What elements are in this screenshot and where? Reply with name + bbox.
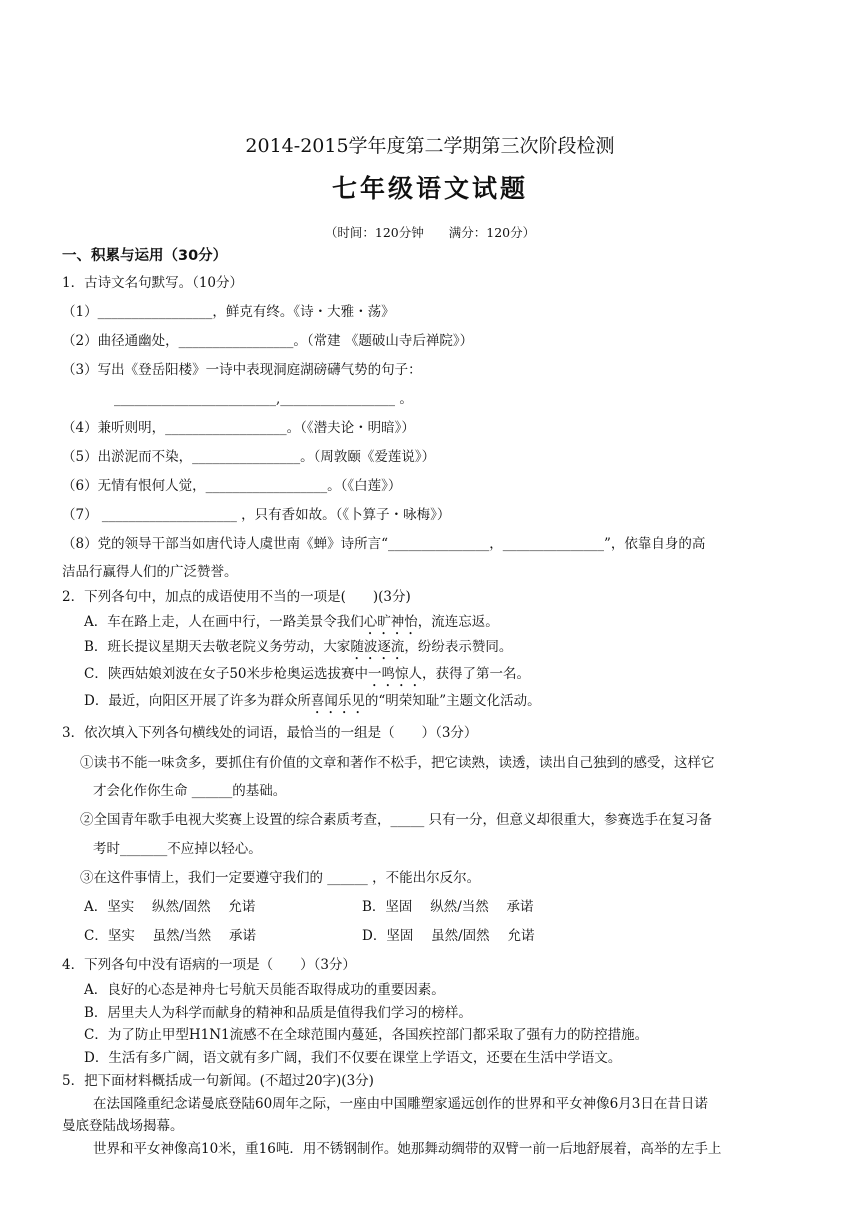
section-heading: 一、积累与运用（30分） bbox=[62, 248, 228, 264]
question-4-option-a: A．良好的心态是神舟七号航天员能否取得成功的重要因素。 bbox=[84, 982, 445, 998]
question-2-stem: 2．下列各句中，加点的成语使用不当的一项是( )(3分) bbox=[62, 589, 411, 605]
question-3-option-c: C．坚实 虽然/当然 承诺 bbox=[84, 928, 256, 944]
question-5-stem: 5．把下面材料概括成一句新闻。(不超过20字)(3分) bbox=[62, 1073, 374, 1089]
question-3-option-b: B．坚固 纵然/当然 承诺 bbox=[362, 899, 534, 915]
question-3-sentence-3: ③在这件事情上，我们一定要遵守我们的 ______ ，不能出尔反尔。 bbox=[80, 870, 481, 886]
question-3-sentence-2: ②全国青年歌手电视大奖赛上设置的综合素质考查，_____ 只有一分，但意义却很重大，参赛选手在复习备 bbox=[80, 812, 713, 828]
dotted-idiom: 随波逐流 bbox=[350, 639, 405, 655]
question-3-option-a: A．坚实 纵然/固然 允诺 bbox=[84, 899, 256, 915]
question-3-sentence-2-cont: 考时_______不应掉以轻心。 bbox=[93, 841, 262, 857]
question-5-paragraph-2: 世界和平女神像高10米，重16吨．用不锈钢制作。她那舞动绸带的双臂一前一后地舒展着，高举的左手上 bbox=[93, 1141, 722, 1157]
exam-title: 七年级语文试题 bbox=[331, 174, 528, 203]
dotted-idiom: 喜闻乐见 bbox=[310, 693, 365, 709]
question-1-item-3-blanks: ________________________,_________________ 。 bbox=[114, 391, 413, 407]
question-1-stem: 1．古诗文名句默写。（10分） bbox=[62, 275, 244, 291]
question-3-option-d: D．坚固 虽然/固然 允诺 bbox=[362, 928, 535, 944]
question-1-item-8: （8）党的领导干部当如唐代诗人虞世南《蝉》诗所言“_______________，_______________”，依靠自身的高 bbox=[62, 536, 706, 552]
question-5-paragraph-1: 在法国隆重纪念诺曼底登陆60周年之际，一座由中国雕塑家遥远创作的世界和平女神像6月3日在昔日诺 bbox=[93, 1096, 708, 1112]
exam-time-score: （时间：120分钟 满分：120分） bbox=[324, 225, 536, 240]
question-1-item-3: （3）写出《登岳阳楼》一诗中表现洞庭湖磅礴气势的句子： bbox=[62, 362, 422, 378]
question-5-paragraph-1-cont: 曼底登陆战场揭幕。 bbox=[62, 1118, 184, 1134]
question-3-sentence-1: ①读书不能一味贪多，要抓住有价值的文章和著作不松手，把它读熟，读透，读出自己独到的感受，这样它 bbox=[80, 755, 715, 771]
question-3-sentence-1-cont: 才会化作你生命 ______的基础。 bbox=[93, 783, 287, 799]
question-3-stem: 3．依次填入下列各句横线处的词语，最恰当的一组是（ ）（3分） bbox=[62, 725, 478, 741]
question-1-item-4: （4）兼听则明，__________________。（《潜夫论・明暗》） bbox=[62, 420, 415, 436]
exam-year-title: 2014-2015学年度第二学期第三次阶段检测 bbox=[245, 135, 615, 157]
question-4-option-b: B．居里夫人为科学而献身的精神和品质是值得我们学习的榜样。 bbox=[84, 1005, 472, 1021]
dotted-idiom: 一鸣惊人 bbox=[368, 666, 423, 682]
question-1-item-7: （7） ____________________ ，只有香如故。（《卜算子・咏梅》） bbox=[62, 507, 451, 523]
question-1-item-8-cont: 洁品行赢得人们的广泛赞誉。 bbox=[62, 564, 238, 580]
question-2-option-b: B．班长提议星期天去敬老院义务劳动，大家随波逐流，纷纷表示赞同。 bbox=[84, 639, 513, 655]
question-4-option-c: C．为了防止甲型H1N1流感不在全球范围内蔓延，各国疾控部门都采取了强有力的防控措施。 bbox=[84, 1027, 649, 1043]
question-1-item-6: （6）无情有恨何人觉，__________________。（《白莲》） bbox=[62, 478, 402, 494]
question-2-option-d: D．最近，向阳区开展了许多为群众所喜闻乐见的“明荣知耻”主题文化活动。 bbox=[84, 693, 541, 709]
question-1-item-2: （2）曲径通幽处，_________________。（常建 《题破山寺后禅院》） bbox=[62, 333, 474, 349]
question-1-item-1: （1）_________________，鲜克有终。《诗・大雅・荡》 bbox=[62, 304, 395, 320]
question-4-option-d: D．生活有多广阔，语文就有多广阔，我们不仅要在课堂上学语文，还要在生活中学语文。 bbox=[84, 1050, 622, 1066]
question-2-option-a: A．车在路上走，人在画中行，一路美景令我们心旷神怡，流连忘返。 bbox=[84, 614, 499, 630]
question-4-stem: 4．下列各句中没有语病的一项是（ ）（3分） bbox=[62, 957, 356, 973]
question-2-option-c: C．陕西姑娘刘波在女子50米步枪奥运选拔赛中一鸣惊人，获得了第一名。 bbox=[84, 666, 531, 682]
dotted-idiom: 心旷神怡 bbox=[363, 614, 418, 630]
question-1-item-5: （5）出淤泥而不染，________________。（周敦颐《爱莲说》） bbox=[62, 449, 436, 465]
